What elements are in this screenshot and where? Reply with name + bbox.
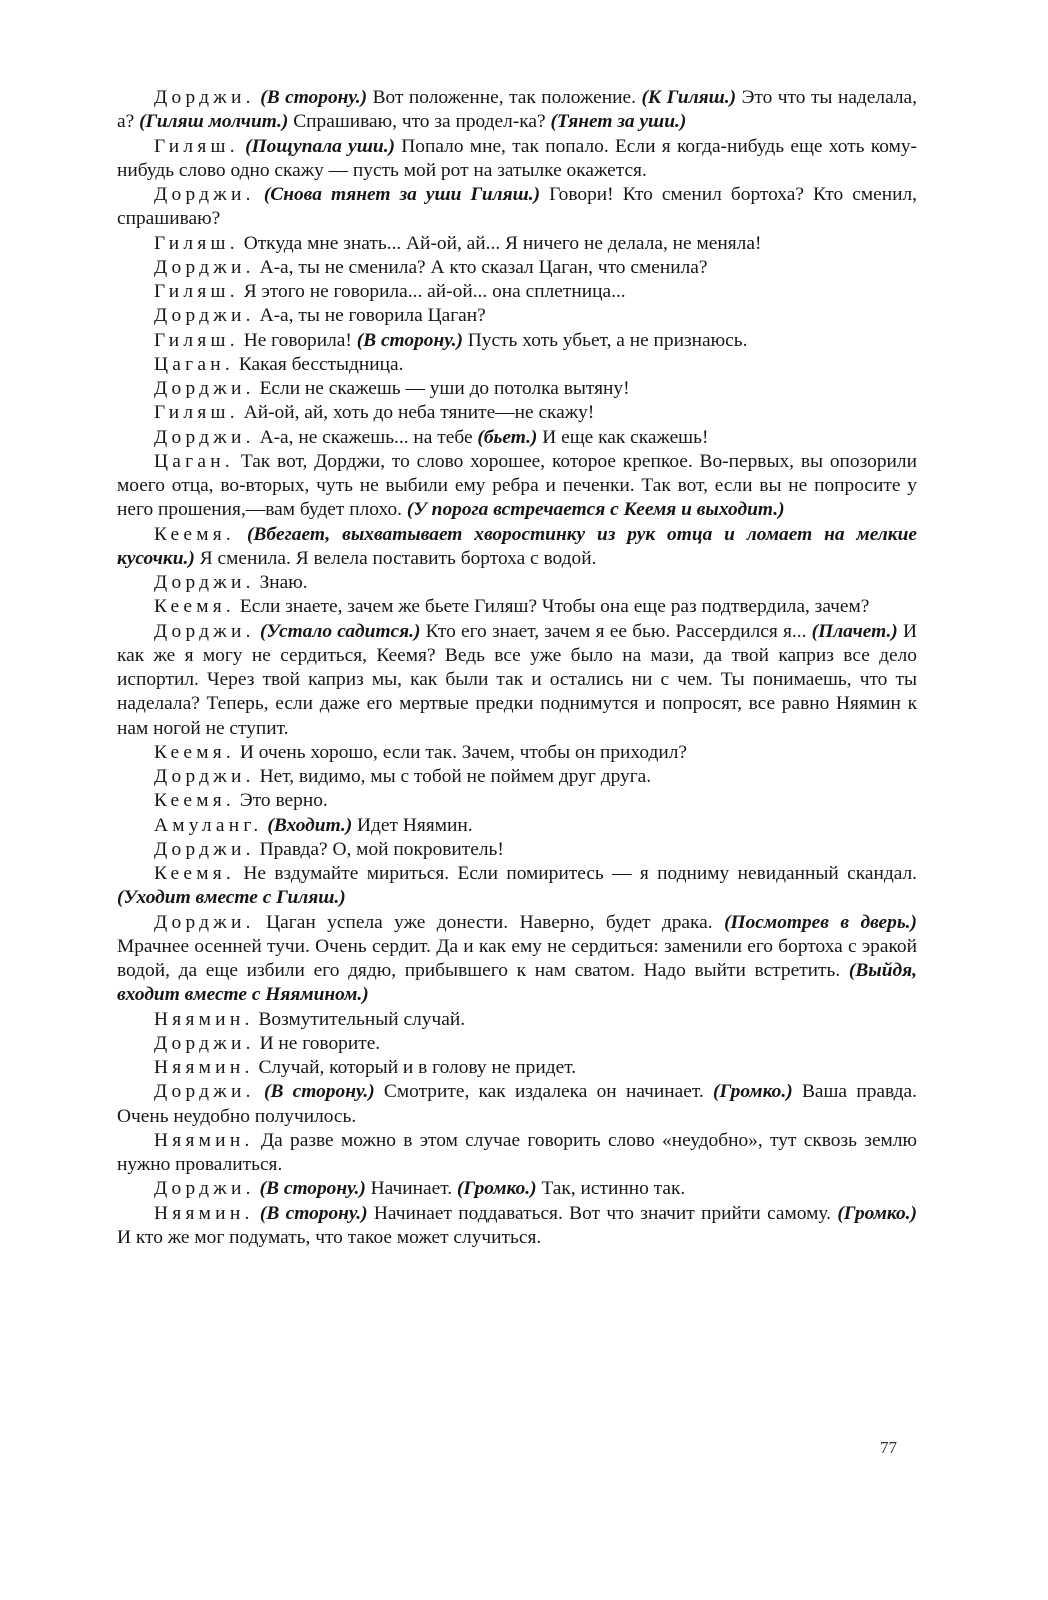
speaker-name: Дорджи. (154, 256, 255, 278)
dialogue-text: Случай, который и в голову не придет. (253, 1057, 577, 1078)
dialogue-paragraph (117, 595, 917, 619)
dialogue-text: Знаю. (254, 572, 308, 593)
speaker-name: Дорджи. (154, 184, 255, 205)
speaker-name: Кеемя. (154, 741, 236, 763)
dialogue-text: Возмутительный случай. (253, 1008, 466, 1030)
dialogue-paragraph (117, 789, 917, 813)
dialogue-paragraph (117, 862, 917, 911)
dialogue-paragraph (117, 911, 917, 1008)
dialogue-paragraph (117, 1202, 917, 1251)
dialogue-paragraph (117, 280, 917, 304)
dialogue-text: И кто же мог подумать, что такое может случиться. (117, 1226, 542, 1248)
stage-direction: (бьет.) (477, 426, 538, 448)
stage-direction: (Посмотрев в дверь.) (724, 911, 917, 933)
dialogue-paragraph (117, 1032, 917, 1056)
dialogue-paragraph (117, 765, 917, 789)
dialogue-text: Начинает. (365, 1178, 457, 1200)
speaker-name: Кеемя. (154, 523, 236, 545)
dialogue-text: Ваша правда. Очень неудобно получилось. (117, 1081, 917, 1127)
speaker-name: Амуланг. (154, 814, 263, 836)
document-page (117, 86, 917, 1250)
speaker-name: Дорджи. (154, 87, 255, 108)
dialogue-text: Правда? О, мой покровитель! (254, 838, 504, 860)
dialogue-text: Это что ты наделала, а? (117, 87, 917, 133)
speaker-name: Дорджи. (154, 426, 255, 448)
dialogue-text: А-а, не скажешь... на тебе (254, 426, 478, 448)
dialogue-text: Спрашиваю, что за продел-ка? (288, 111, 551, 133)
dialogue-text (235, 524, 247, 545)
dialogue-text: Ай-ой, ай, хоть до неба тяните—не скажу! (238, 402, 595, 424)
dialogue-paragraph (117, 571, 917, 595)
dialogue-paragraph (117, 741, 917, 765)
dialogue-paragraph (117, 838, 917, 862)
stage-direction: (Входит.) (267, 814, 353, 836)
dialogue-paragraph (117, 450, 917, 523)
dialogue-paragraph (117, 304, 917, 328)
dialogue-text: Цаган успела уже донести. Наверно, будет драка. (254, 911, 725, 933)
stage-direction: (В сторону.) (259, 1178, 366, 1200)
speaker-name: Кеемя. (154, 790, 236, 812)
speaker-name: Дорджи. (154, 1178, 255, 1200)
dialogue-text: Если не скажешь — уши до потолка вытяну! (254, 378, 630, 399)
dialogue-paragraph (117, 1129, 917, 1178)
speaker-name: Гиляш. (154, 402, 239, 424)
speaker-name: Цаган. (154, 450, 235, 472)
speaker-name: Кеемя. (154, 596, 236, 618)
dialogue-paragraph (117, 329, 917, 353)
speaker-name: Гиляш. (154, 281, 239, 302)
speaker-name: Няямин. (154, 1129, 254, 1151)
stage-direction: (Громко.) (456, 1178, 537, 1200)
speaker-name: Гиляш. (154, 232, 239, 254)
stage-direction: (Снова тянет за уши Гиляш.) (263, 184, 541, 205)
dialogue-text: А-а, ты не сменила? А кто сказал Цаган, что сменила? (254, 256, 708, 278)
dialogue-text: Попало мне, так попало. Если я когда-нибудь еще хоть кому-нибудь слово одно скажу — пусть мой рот на затылке окажется. (117, 135, 917, 181)
stage-direction: (Вбегает, выхватывает хворостинку из рук отца и ломает на мелкие кусочки.) (117, 523, 918, 569)
dialogue-text: Мрачнее осенней тучи. Очень сердит. Да и как ему не сердиться: заменили его бортоха с эракой водой, да еще избили его дядю, прибывшего к нам сватом. Надо выйти встретить. (117, 935, 917, 981)
stage-direction: (У порога встречается с Кеемя и выходит.) (406, 499, 785, 521)
dialogue-text: Вот положенне, так положение. (367, 87, 642, 108)
dialogue-paragraph (117, 353, 917, 377)
dialogue-text: Смотрите, как издалека он начинает. (374, 1081, 714, 1103)
speaker-name: Дорджи. (154, 378, 255, 399)
stage-direction: (Плачет.) (811, 620, 898, 642)
speaker-name: Дорджи. (154, 1032, 255, 1054)
stage-direction: (К Гиляш.) (641, 87, 737, 108)
dialogue-paragraph (117, 1080, 917, 1129)
dialogue-paragraph (117, 232, 917, 256)
dialogue-text: Пусть хоть убьет, а не признаюсь. (462, 329, 748, 351)
dialogue-text: Так вот, Дорджи, то слово хорошее, которое крепкое. Во-первых, вы опозорили моего отца, во-вторых, чуть не выбили ему ребра и печенки. Так вот, если вы не попросите у него прошения,—вам будет плохо. (117, 450, 917, 521)
dialogue-paragraph (117, 377, 917, 401)
dialogue-paragraph (117, 135, 917, 184)
speaker-name: Няямин. (154, 1008, 254, 1030)
speaker-name: Няямин. (154, 1057, 254, 1078)
stage-direction: (В сторону.) (260, 87, 368, 108)
speaker-name: Дорджи. (154, 620, 255, 642)
speaker-name: Дорджи. (154, 766, 255, 787)
dialogue-text: И еще как скажешь! (537, 426, 709, 448)
dialogue-text: Говори! Кто сменил бортоха? Кто сменил, спрашиваю? (117, 184, 917, 230)
stage-direction: (Выйдя, входит вместе с Няямином.) (117, 960, 917, 1006)
dialogue-paragraph (117, 183, 917, 232)
speaker-name: Дорджи. (154, 911, 255, 933)
speaker-name: Гиляш. (154, 329, 239, 351)
stage-direction: (Громко.) (837, 1202, 917, 1224)
dialogue-paragraph (117, 620, 917, 741)
dialogue-text (255, 1081, 264, 1102)
stage-direction: (В сторону.) (259, 1202, 368, 1224)
dialogue-text: Да разве можно в этом случае говорить слово «неудобно», тут сквозь землю нужно провалиться. (117, 1129, 917, 1175)
dialogue-paragraph (117, 401, 917, 425)
dialogue-text: И очень хорошо, если так. Зачем, чтобы он приходил? (235, 741, 688, 763)
speaker-name: Гиляш. (154, 135, 239, 157)
dialogue-paragraph (117, 523, 917, 572)
stage-direction: (Гиляш молчит.) (139, 111, 289, 133)
dialogue-text: Я этого не говорила... ай-ой... она сплетница... (238, 281, 626, 302)
speaker-name: Няямин. (154, 1202, 254, 1224)
dialogue-text (255, 184, 264, 205)
speaker-name: Дорджи. (154, 838, 255, 860)
speaker-name: Кеемя. (154, 863, 236, 884)
stage-direction: (Устало садится.) (259, 620, 421, 642)
stage-direction: (Уходит вместе с Гиляш.) (117, 887, 346, 909)
dialogue-text: И как же я могу не сердиться, Кеемя? Ведь все уже было на мази, да твой каприз все дело испортил. Через твой каприз мы, как были так и остались ни с чем. Ты понимаешь, что ты наделала? Теперь, если даже его мертвые предки поднимутся и попросят, все равно Няямин к нам ногой не ступит. (117, 620, 917, 739)
dialogue-paragraph (117, 86, 917, 135)
dialogue-text: И не говорите. (254, 1032, 381, 1054)
dialogue-text: Так, истинно так. (536, 1178, 686, 1200)
speaker-name: Цаган. (154, 353, 235, 375)
dialogue-text: Кто его знает, зачем я ее бью. Рассердился я... (420, 620, 812, 642)
dialogue-text: Я сменила. Я велела поставить бортоха с водой. (194, 547, 597, 569)
speaker-name: Дорджи. (154, 1081, 255, 1103)
stage-direction: (Тянет за уши.) (550, 111, 687, 133)
dialogue-text: Начинает поддаваться. Вот что значит прийти самому. (367, 1202, 838, 1224)
dialogue-paragraph (117, 1008, 917, 1032)
dialogue-paragraph (117, 1056, 917, 1080)
stage-direction: (Пощупала уши.) (245, 135, 395, 157)
speaker-name: Дорджи. (154, 572, 255, 593)
dialogue-text: Не вздумайте мириться. Если помиритесь — я подниму невиданный скандал. (235, 863, 917, 884)
page-number: 77 (880, 1438, 897, 1457)
dialogue-text: Если знаете, зачем же бьете Гиляш? Чтобы она еще раз подтвердила, зачем? (235, 596, 870, 618)
stage-direction: (Громко.) (713, 1081, 793, 1103)
dialogue-paragraph (117, 426, 917, 450)
dialogue-text: Какая бесстыдница. (234, 353, 404, 375)
dialogue-paragraph (117, 814, 917, 838)
dialogue-text: А-а, ты не говорила Цаган? (254, 305, 486, 327)
dialogue-text: Идет Няямин. (352, 814, 473, 836)
dialogue-text: Не говорила! (238, 329, 357, 351)
dialogue-paragraph (117, 1177, 917, 1201)
stage-direction: (В сторону.) (356, 329, 463, 351)
dialogue-text: Откуда мне знать... Ай-ой, ай... Я ничего не делала, не меняла! (238, 232, 762, 254)
dialogue-text: Нет, видимо, мы с тобой не поймем друг друга. (254, 766, 652, 787)
stage-direction: (В сторону.) (264, 1081, 375, 1103)
speaker-name: Дорджи. (154, 305, 255, 327)
dialogue-text: Это верно. (235, 790, 328, 812)
dialogue-paragraph (117, 256, 917, 280)
